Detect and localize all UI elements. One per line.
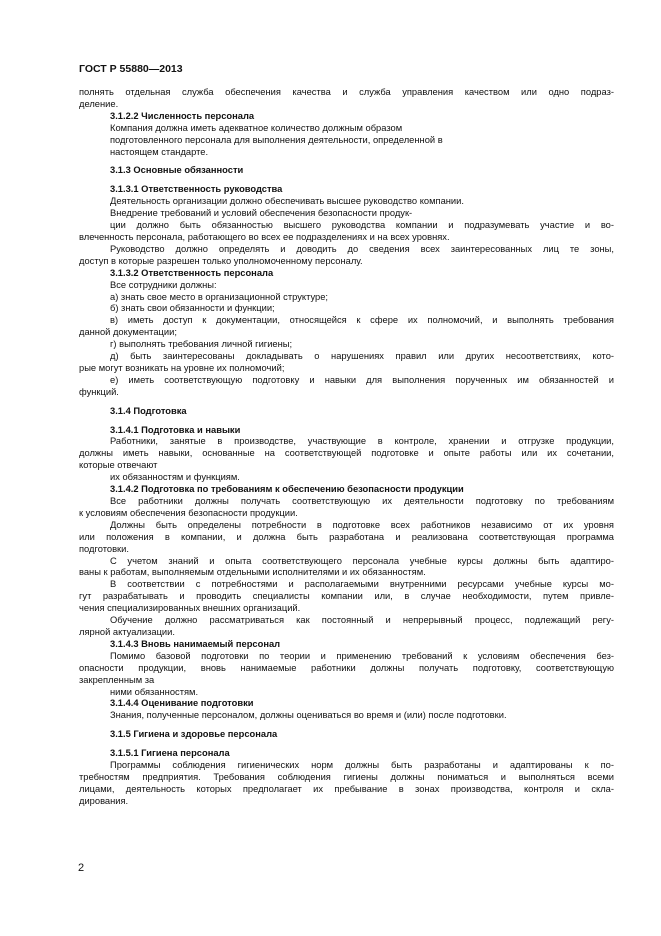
text-line: доступ в которые разрешен только уполномоченному персоналу. [79,255,363,266]
text-line: влеченность персонала, работающего во всех ее подразделениях и на всех уровнях. [79,231,450,242]
text-line: лицами, деятельность которых предполагает их пребывание в зонах производства, контроля и скла- [79,783,614,794]
text-line: ваны к работам, выполняемым отдельными исполнителями и их обязанностям. [79,567,426,578]
text-line: Компания должна иметь адекватное количество должным образом [110,122,403,133]
text-line: Обучение должно рассматриваться как постоянный и непрерывный процесс, подлежащий регу- [110,615,614,626]
text-line: которые отвечают [79,460,158,471]
section-heading: 3.1.3.1 Ответственность руководства [110,184,283,195]
text-line: Руководство должно определять и доводить до сведения всех заинтересованных лиц те зоны, [110,243,614,254]
text-line: ними обязанностям. [110,686,199,697]
standard-header: ГОСТ Р 55880—2013 [79,63,183,75]
section-heading: 3.1.4.2 Подготовка по требованиям к обеспечению безопасности продукции [110,484,464,495]
text-line: Программы соблюдения гигиенических норм должны быть разработаны и адаптированы к по- [110,760,614,771]
text-line: настоящем стандарте. [110,146,209,157]
text-line: данной документации; [79,327,177,338]
text-line: подготовки. [79,543,129,554]
text-line: Работники, занятые в производстве, участвующие в контроле, хранении и отгрузке продукции, [110,436,614,447]
text-line: д) быть заинтересованы докладывать о нарушениях правил или других несоответствиях, кото- [110,351,614,362]
text-line: С учетом знаний и опыта соответствующего персонала учебные курсы должны быть адаптиро- [110,555,614,566]
text-line: Все сотрудники должны: [110,279,217,290]
text-line: опасности продукции, вновь нанимаемые работники должны получать подготовку, соответствующую [79,662,614,673]
text-line: В соответствии с потребностями и располагаемыми внутренними ресурсами учебные курсы мо- [110,579,614,590]
text-line: должны иметь навыки, основанные на соответствующей подготовке и опыте работы или их сочетании, [79,448,614,459]
text-line: Деятельность организации должно обеспечивать высшее руководство компании. [110,196,464,207]
text-line: дирования. [79,795,129,806]
section-heading: 3.1.5 Гигиена и здоровье персонала [110,729,278,740]
text-line: рые могут возникать на уровне их полномочий; [79,362,285,373]
text-line: их обязанностям и функциям. [110,472,240,483]
text-line: полнять отдельная служба обеспечения качества и служба управления качеством или одно подраз- [79,87,614,97]
text-line: гут разрабатывать и проводить специалисты компании или, в случае необходимости, путем привле- [79,591,614,602]
text-line: е) иметь соответствующую подготовку и навыки для выполнения порученных им обязанностей и [110,374,614,385]
section-heading: 3.1.3 Основные обязанности [110,165,244,176]
section-heading: 3.1.4.3 Вновь нанимаемый персонал [110,638,281,649]
text-line: Должны быть определены потребности в подготовке всех работников независимо от их уровня [110,519,614,530]
text-line: Все работники должны получать соответствующую их деятельности подготовку по требованиям [110,496,614,506]
text-line: закрепленным за [79,674,155,685]
section-heading: 3.1.3.2 Ответственность персонала [110,267,274,278]
text-line: а) знать свое место в организационной структуре; [110,291,329,302]
text-line: Внедрение требований и условий обеспечения безопасности продук- [110,208,413,219]
document-body [79,87,614,808]
text-line: подготовленного персонала для выполнения деятельности, определенной в [110,134,443,145]
text-line: ции должно быть обязанностью высшего руководства компании и подразумевать участие и во- [110,220,614,231]
text-line: лярной актуализации. [79,626,175,637]
section-heading: 3.1.4.1 Подготовка и навыки [110,424,241,435]
text-line: к условиям обеспечения безопасности продукции. [79,507,298,518]
text-line: функций. [79,386,119,397]
section-heading: 3.1.5.1 Гигиена персонала [110,748,230,759]
page-number: 2 [78,862,85,874]
text-line: деление. [79,98,119,109]
text-line: требностям предприятия. Требования соблюдения гигиены должны пониматься и выполняться всеми [79,771,614,782]
text-line: б) знать свои обязанности и функции; [110,303,275,314]
text-line: г) выполнять требования личной гигиены; [110,339,293,350]
section-heading: 3.1.4.4 Оценивание подготовки [110,698,254,709]
text-line: в) иметь доступ к документации, относящейся к сфере их полномочий, и выполнять требования [110,315,614,326]
text-line: чения специализированных внешних организаций. [79,603,301,614]
section-heading: 3.1.4 Подготовка [110,405,187,416]
text-line: Знания, полученные персоналом, должны оцениваться во время и (или) после подготовки. [110,710,507,721]
text-line: или положения в компании, и должна быть разработана и реализована соответствующая программа [79,531,614,542]
section-heading: 3.1.2.2 Численность персонала [110,110,255,121]
text-line: Помимо базовой подготовки по теории и применению требований к условиям обеспечения без- [110,650,614,661]
